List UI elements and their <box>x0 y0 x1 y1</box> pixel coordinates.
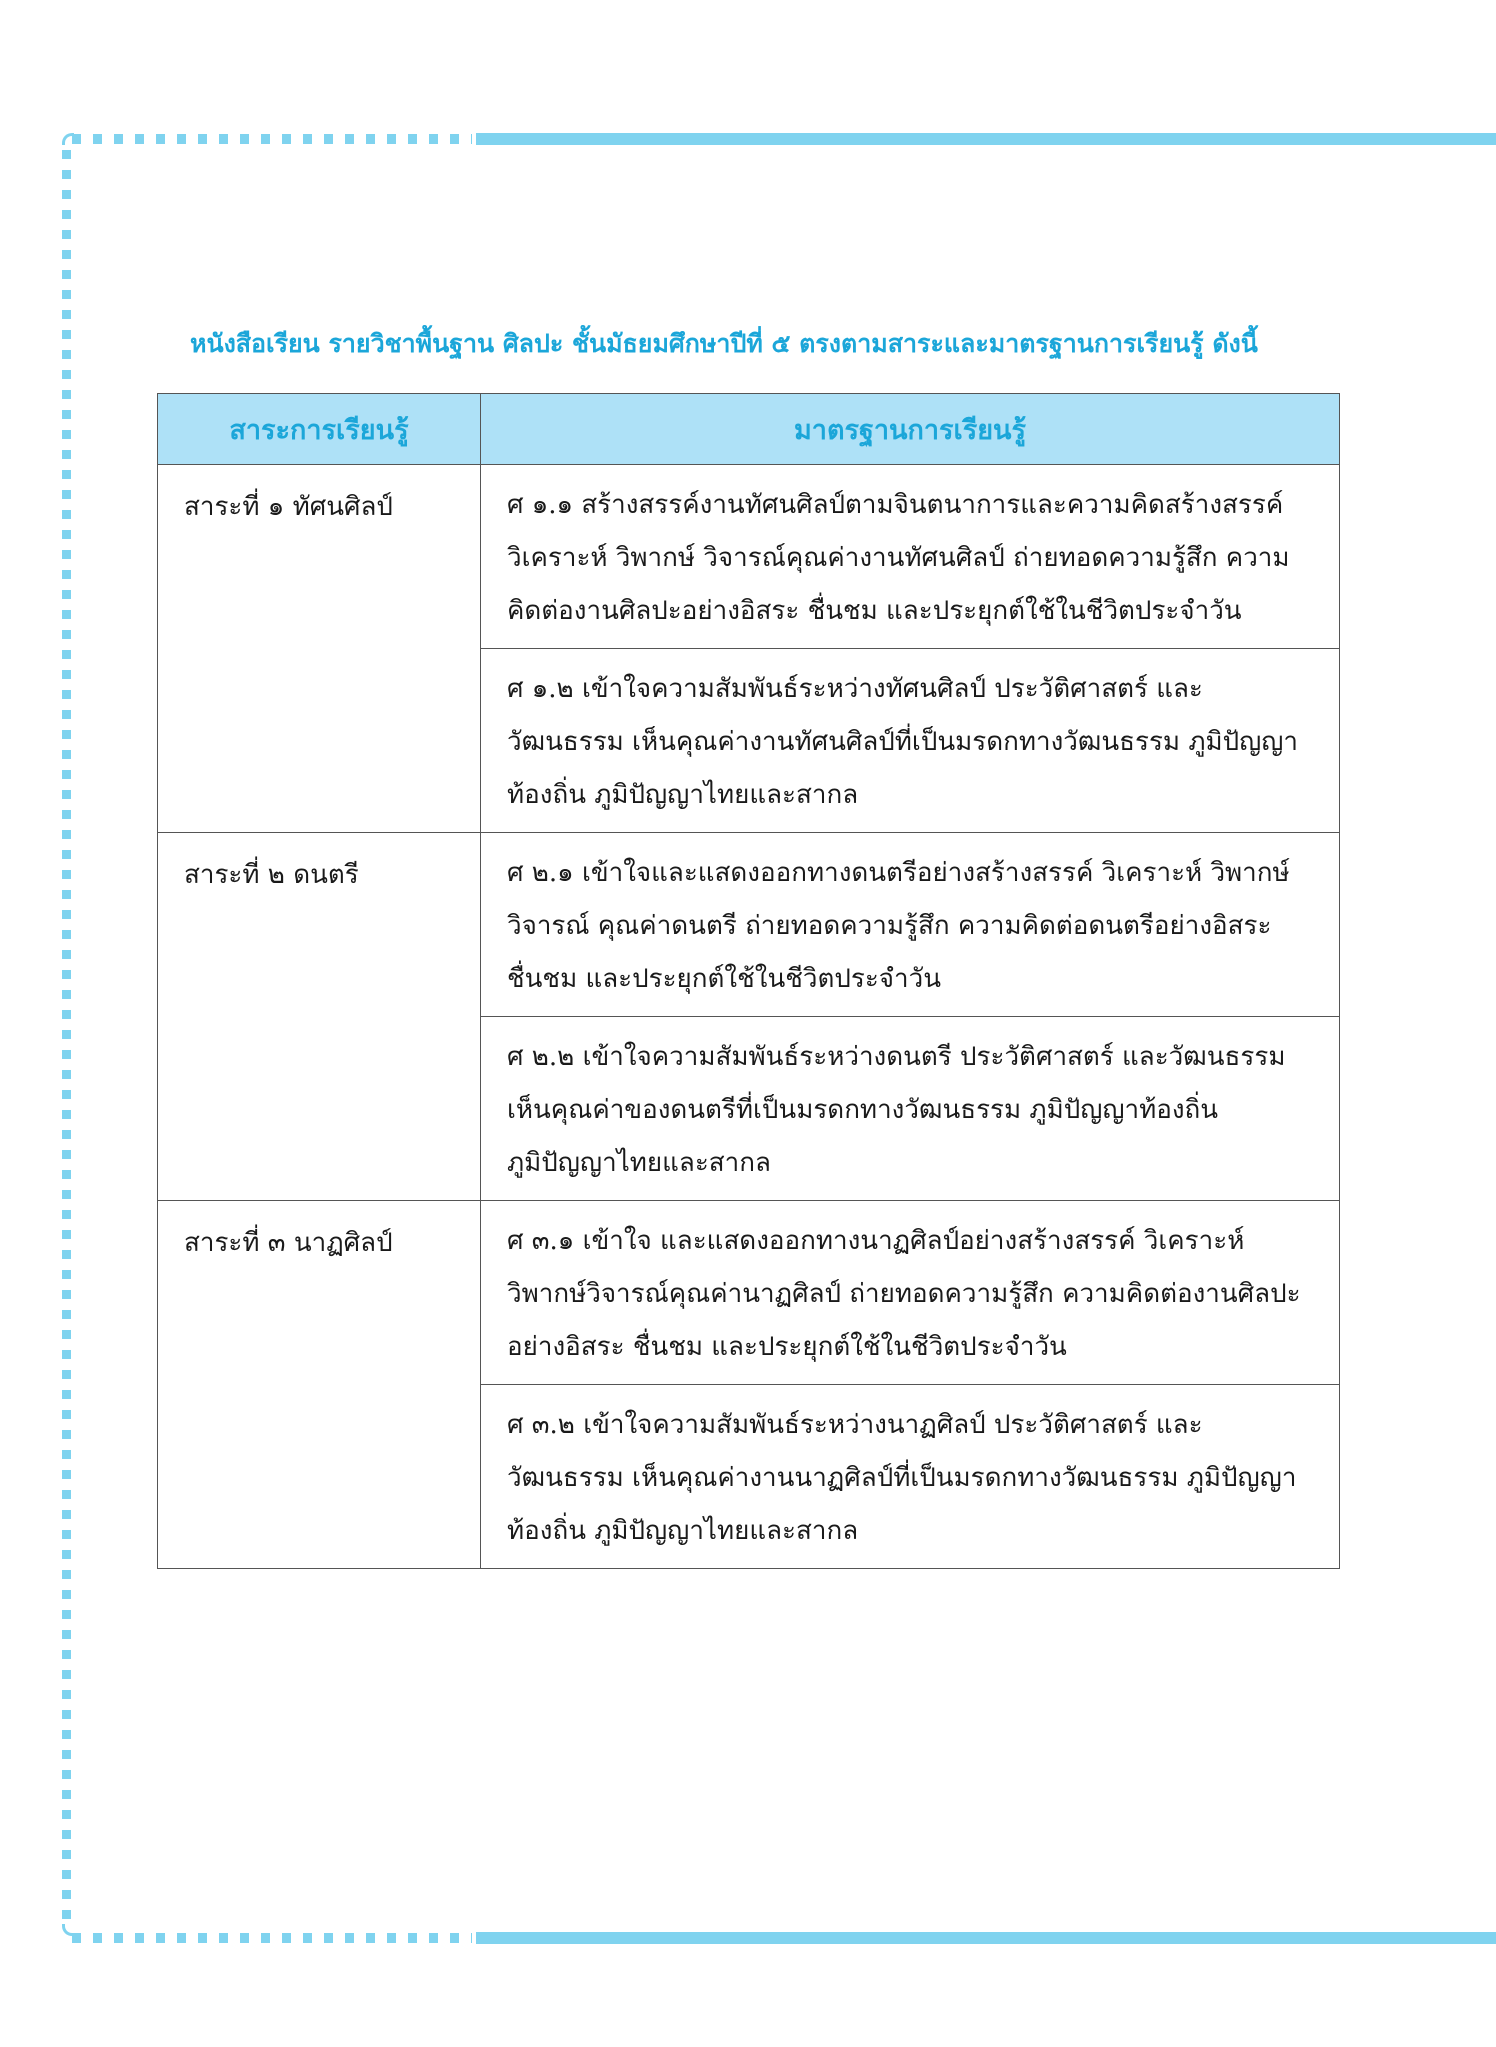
frame-dotted-line-top <box>72 134 472 144</box>
strand-visual-arts: สาระที่ ๑ ทัศนศิลป์ <box>158 465 481 833</box>
frame-bar-top <box>476 133 1496 145</box>
standards-table <box>157 393 1340 1569</box>
strand-dance: สาระที่ ๓ นาฏศิลป์ <box>158 1201 481 1569</box>
table-row <box>158 465 1340 649</box>
frame-dotted-line-bottom <box>72 1933 472 1943</box>
standard-1-2: ศ ๑.๒ เข้าใจความสัมพันธ์ระหว่างทัศนศิลป์ ประวัติศาสตร์ และวัฒนธรรม เห็นคุณค่างานทัศนศิลป์ที่เป็นมรดกทางวัฒนธรรม ภูมิปัญญาท้องถิ่น ภูมิปัญญาไทยและสากล <box>481 649 1340 833</box>
standard-2-1: ศ ๒.๑ เข้าใจและแสดงออกทางดนตรีอย่างสร้างสรรค์ วิเคราะห์ วิพากษ์ วิจารณ์ คุณค่าดนตรี ถ่ายทอดความรู้สึก ความคิดต่อดนตรีอย่างอิสระ ชื่นชม และประยุกต์ใช้ในชีวิตประจำวัน <box>481 833 1340 1017</box>
table-row <box>158 1201 1340 1385</box>
standard-2-2: ศ ๒.๒ เข้าใจความสัมพันธ์ระหว่างดนตรี ประวัติศาสตร์ และวัฒนธรรม เห็นคุณค่าของดนตรีที่เป็นมรดกทางวัฒนธรรม ภูมิปัญญาท้องถิ่นภูมิปัญญาไทยและสากล <box>481 1017 1340 1201</box>
standard-1-1: ศ ๑.๑ สร้างสรรค์งานทัศนศิลป์ตามจินตนาการและความคิดสร้างสรรค์ วิเคราะห์ วิพากษ์ วิจารณ์คุณค่างานทัศนศิลป์ ถ่ายทอดความรู้สึก ความคิดต่องานศิลปะอย่างอิสระ ชื่นชม และประยุกต์ใช้ในชีวิตประจำวัน <box>481 465 1340 649</box>
table-header-row <box>158 394 1340 465</box>
frame-dotted-line-left <box>62 150 71 1922</box>
frame-bar-bottom <box>476 1932 1496 1944</box>
table-row <box>158 833 1340 1017</box>
standard-3-2: ศ ๓.๒ เข้าใจความสัมพันธ์ระหว่างนาฏศิลป์ ประวัติศาสตร์ และวัฒนธรรม เห็นคุณค่างานนาฏศิลป์ที่เป็นมรดกทางวัฒนธรรม ภูมิปัญญาท้องถิ่น ภูมิปัญญาไทยและสากล <box>481 1385 1340 1569</box>
intro-heading: หนังสือเรียน รายวิชาพื้นฐาน ศิลปะ ชั้นมัธยมศึกษาปีที่ ๕ ตรงตามสาระและมาตรฐานการเรียนรู้ ดังนี้ <box>190 329 1258 358</box>
header-standard: มาตรฐานการเรียนรู้ <box>481 394 1340 465</box>
standard-3-1: ศ ๓.๑ เข้าใจ และแสดงออกทางนาฏศิลป์อย่างสร้างสรรค์ วิเคราะห์ วิพากษ์วิจารณ์คุณค่านาฏศิลป์ ถ่ายทอดความรู้สึก ความคิดต่องานศิลปะอย่างอิสระ ชื่นชม และประยุกต์ใช้ในชีวิตประจำวัน <box>481 1201 1340 1385</box>
strand-music: สาระที่ ๒ ดนตรี <box>158 833 481 1201</box>
header-strand: สาระการเรียนรู้ <box>158 394 481 465</box>
